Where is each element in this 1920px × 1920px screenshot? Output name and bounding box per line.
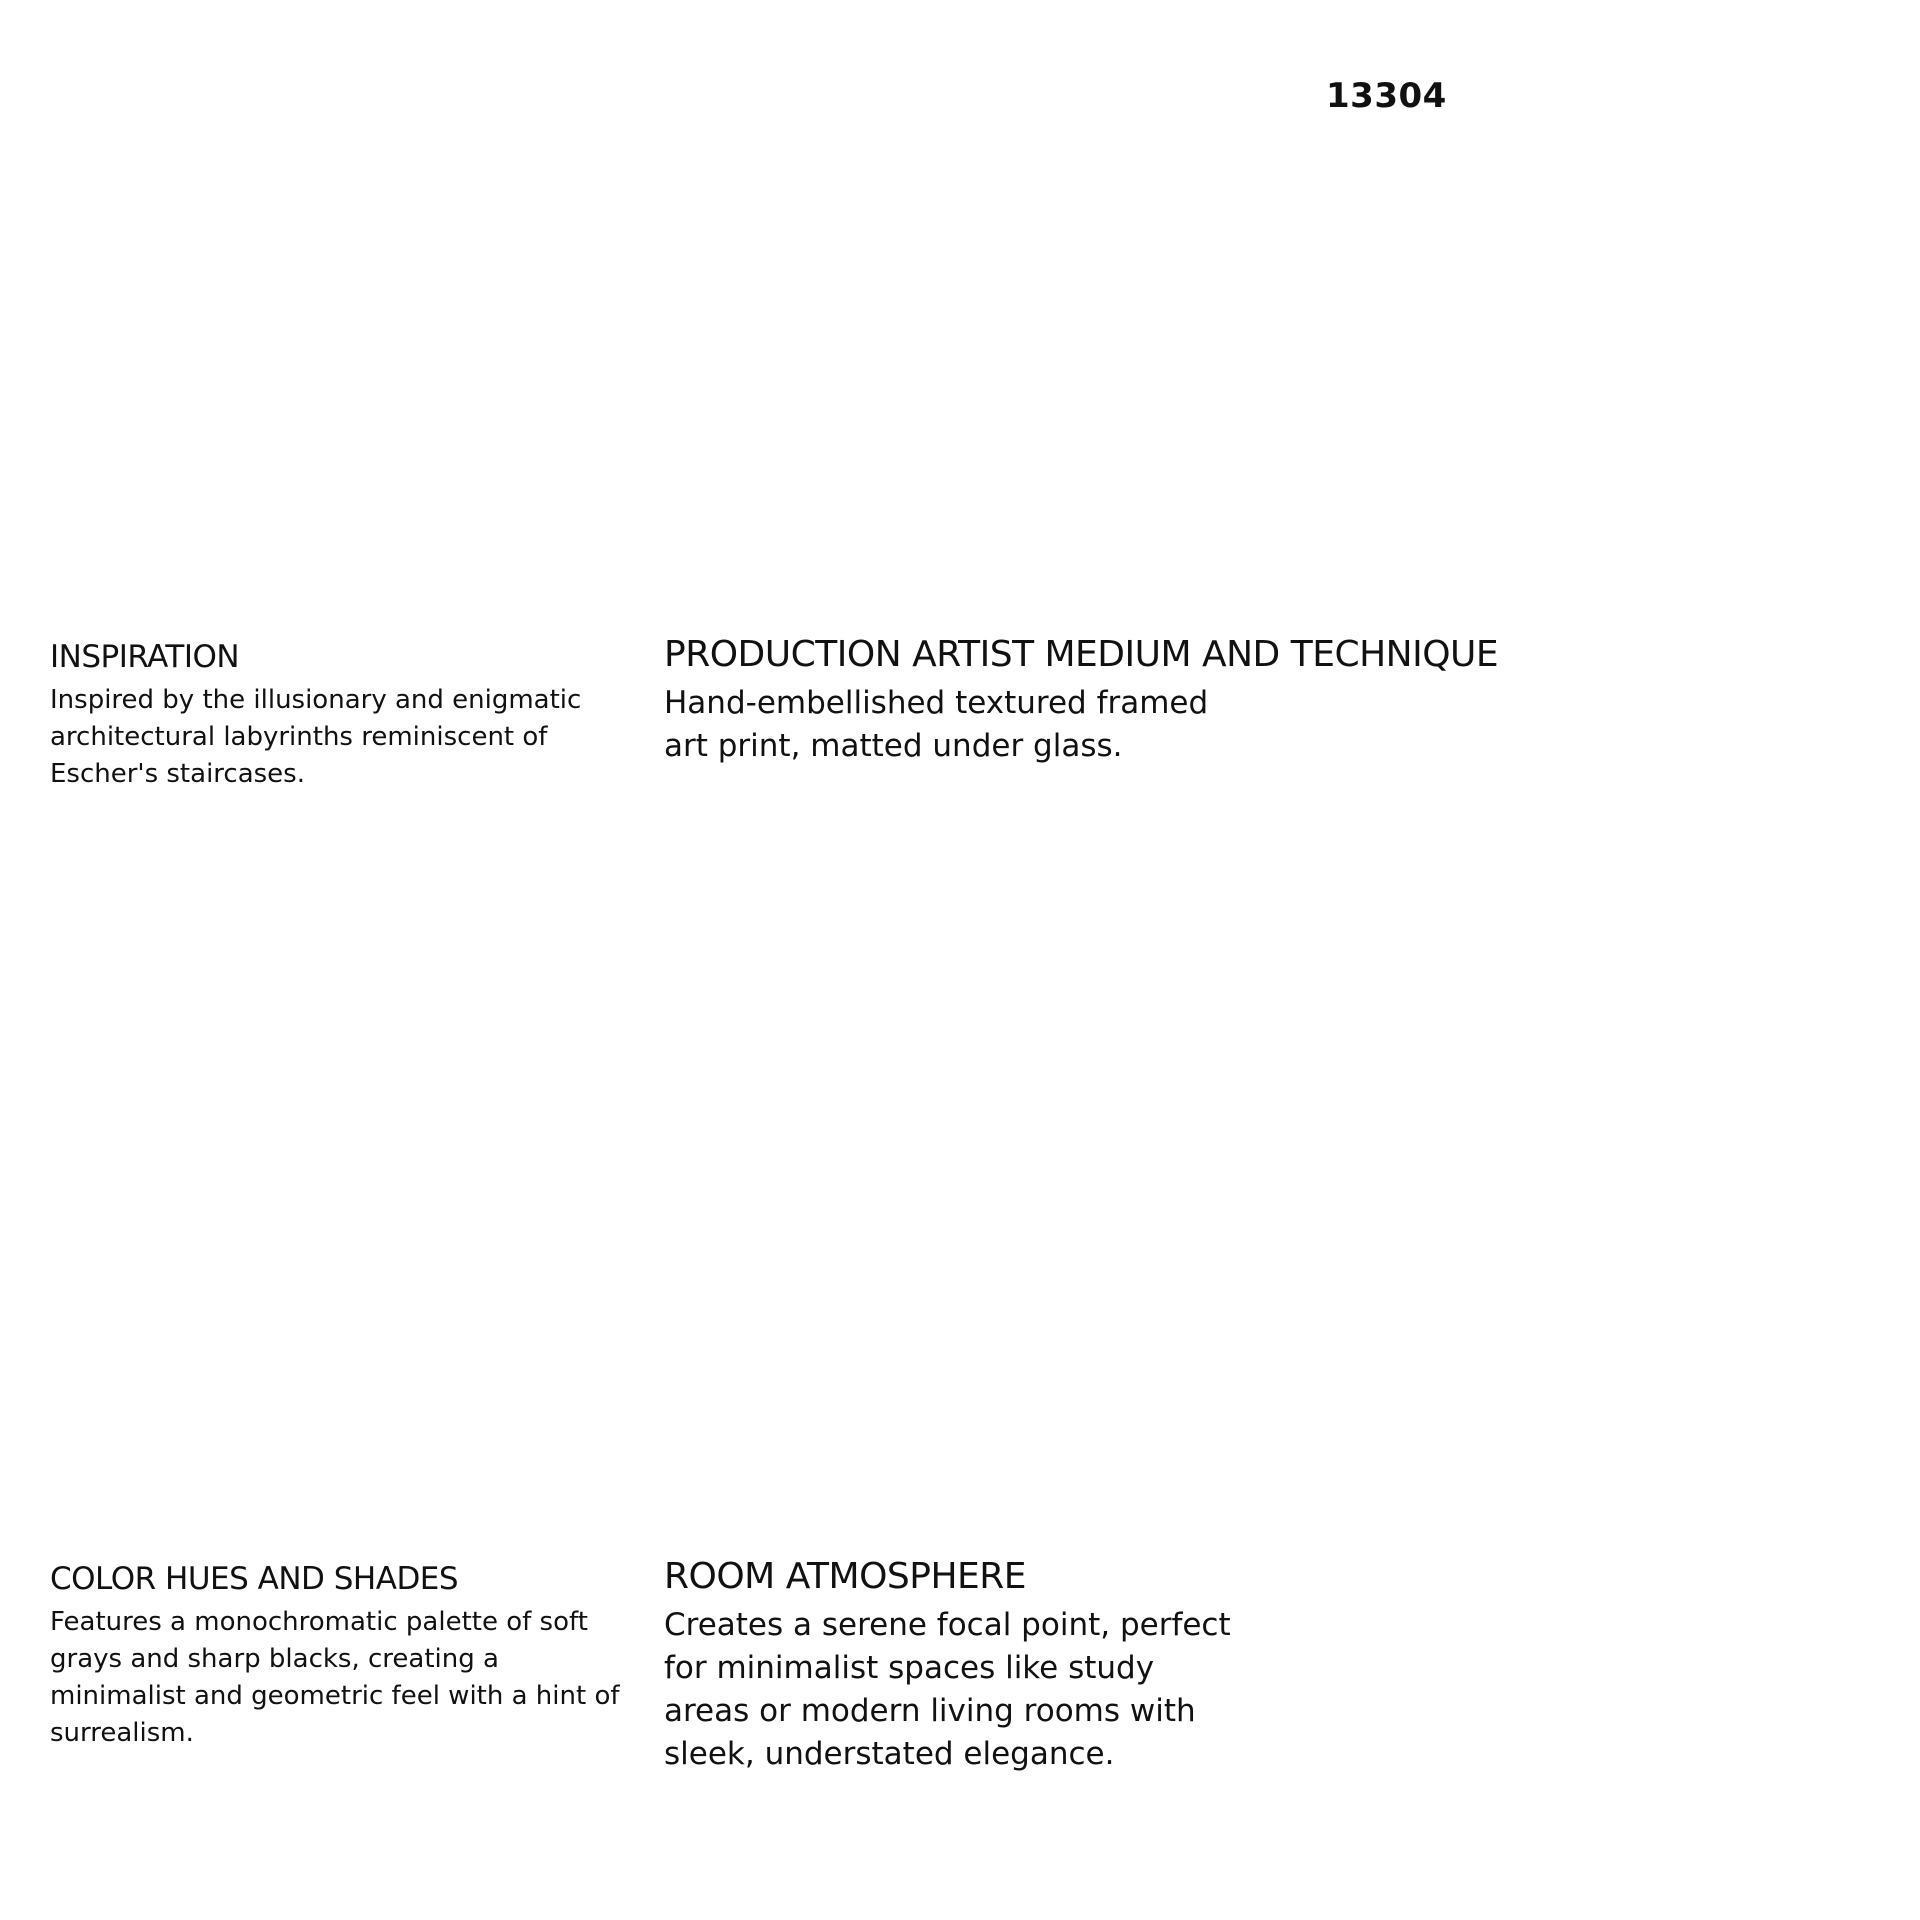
document-number: 13304 bbox=[1326, 76, 1447, 116]
color-hues-section bbox=[50, 1560, 640, 1752]
medium-technique-body: Hand-embellished textured framed art print, matted under glass. bbox=[664, 685, 1209, 764]
inspiration-body: Inspired by the illusionary and enigmatic architectural labyrinths reminiscent of Escher's staircases. bbox=[50, 685, 582, 789]
room-atmosphere-section bbox=[664, 1556, 1244, 1776]
color-hues-body: Features a monochromatic palette of soft grays and sharp blacks, creating a minimalist and geometric feel with a hint of surrealism. bbox=[50, 1607, 620, 1748]
medium-technique-heading: PRODUCTION ARTIST MEDIUM AND TECHNIQUE bbox=[664, 634, 1499, 675]
medium-technique-section bbox=[664, 634, 1499, 768]
inspiration-section bbox=[50, 638, 640, 793]
color-hues-heading: COLOR HUES AND SHADES bbox=[50, 1561, 459, 1597]
room-atmosphere-body: Creates a serene focal point, perfect for minimalist spaces like study areas or modern living rooms with sleek, understated elegance. bbox=[664, 1607, 1231, 1772]
room-atmosphere-heading: ROOM ATMOSPHERE bbox=[664, 1556, 1027, 1597]
inspiration-heading: INSPIRATION bbox=[50, 639, 240, 675]
